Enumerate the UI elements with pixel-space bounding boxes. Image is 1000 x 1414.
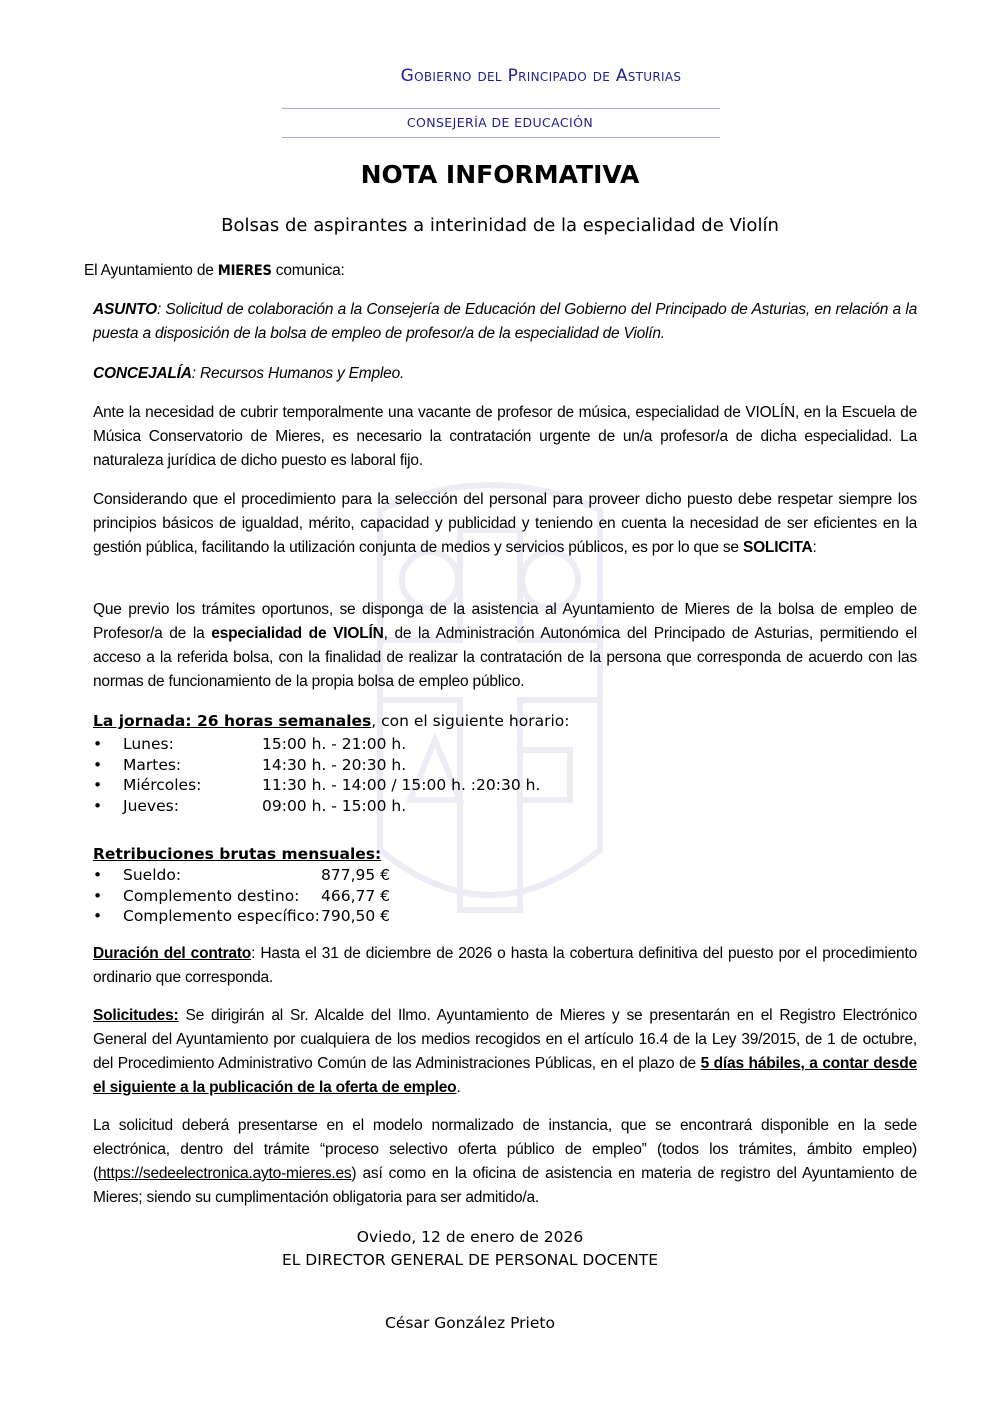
schedule-row [93, 775, 540, 796]
duracion-label: Duración del contrato [93, 945, 252, 962]
asunto-label: ASUNTO [93, 301, 157, 318]
intro-entity: MIERES [217, 263, 272, 279]
signature-name: César González Prieto [385, 1314, 555, 1332]
retribuciones-label: Retribuciones brutas mensuales: [93, 845, 382, 863]
schedule-list [93, 734, 540, 816]
document-title: NOTA INFORMATIVA [360, 160, 640, 189]
asunto-text: : Solicitud de colaboración a la Consejería de Educación del Gobierno del Principado de Asturias, en relación a la puesta a disposición de la bolsa de empleo de profesor/a de la especialidad de Violín. [93, 301, 917, 342]
signature-place-date: Oviedo, 12 de enero de 2026 [356, 1228, 584, 1246]
p3-text-b: , de la Administración Autonómica del Principado de Asturias, permitiendo el acceso a la referida bolsa, con la finalidad de realizar la contratación de la persona que corresponda de acuerdo con las normas de funcionamiento de la propia bolsa de empleo público. [93, 625, 917, 690]
schedule-hours: 14:30 h. - 20:30 h. [262, 755, 407, 774]
schedule-day: Jueves: [123, 796, 179, 815]
schedule-row [93, 734, 540, 755]
p2-bold: SOLICITA [742, 539, 813, 556]
concejalia-text: : Recursos Humanos y Empleo. [191, 365, 405, 382]
solicitudes-deadline: 5 días hábiles, a contar desde el siguiente a la publicación de la oferta de empleo [93, 1055, 917, 1096]
solicitudes-end: . [456, 1079, 461, 1096]
schedule-row [93, 796, 540, 817]
intro-prefix: El Ayuntamiento de [84, 262, 218, 279]
retribuciones-heading [93, 842, 917, 866]
pay-label: Complemento específico: [123, 907, 320, 925]
solicitudes-paragraph [93, 1004, 917, 1100]
schedule-day: Miércoles: [123, 776, 202, 794]
sede-electronica-link[interactable]: https://sedeelectronica.ayto-mieres.es [97, 1165, 352, 1182]
document-subtitle: Bolsas de aspirantes a interinidad de la especialidad de Violín [221, 215, 779, 236]
bullet-icon: • [93, 755, 103, 774]
concejalia-label: CONCEJALÍA [93, 365, 192, 382]
bullet-icon: • [93, 776, 103, 794]
bullet-icon: • [93, 866, 103, 884]
concejalia-paragraph [93, 362, 917, 386]
signature-role: EL DIRECTOR GENERAL DE PERSONAL DOCENTE [281, 1251, 659, 1269]
pay-amount: 877,95 € [321, 866, 391, 884]
solicitudes-label: Solicitudes: [93, 1007, 179, 1024]
pay-row [93, 906, 390, 927]
modelo-paragraph [93, 1114, 917, 1210]
pay-amount: 466,77 € [321, 886, 391, 905]
pay-label: Complemento destino: [123, 886, 300, 905]
department-header: CONSEJERÍA DE EDUCACIÓN [406, 115, 594, 130]
jornada-heading [93, 709, 917, 733]
bullet-icon: • [93, 907, 103, 925]
p2-end: : [812, 539, 817, 556]
paragraph-necesidad: Ante la necesidad de cubrir temporalmente una vacante de profesor de música, especialidad de VIOLÍN, en la Escuela de Música Conservatorio de Mieres, es necesario la contratación urgente de un/a profesor/a de dicha especialidad. La naturaleza jurídica de dicho puesto es laboral fijo. [93, 404, 917, 469]
header-divider-bottom [282, 137, 720, 138]
pay-row [93, 865, 390, 886]
jornada-label: La jornada: 26 horas semanales [93, 712, 372, 730]
schedule-hours: 09:00 h. - 15:00 h. [262, 796, 407, 815]
schedule-hours: 15:00 h. - 21:00 h. [262, 735, 407, 753]
intro-line [84, 259, 908, 283]
pay-row [93, 886, 390, 907]
government-header: Gobierno del Principado de Asturias [400, 66, 682, 86]
asunto-paragraph [93, 298, 917, 346]
schedule-day: Lunes: [123, 735, 174, 753]
p2-text: Considerando que el procedimiento para la selección del personal para proveer dicho puesto debe respetar siempre los principios básicos de igualdad, mérito, capacidad y publicidad y teniendo en cuenta la necesidad de ser eficientes en la gestión pública, facilitando la utilización conjunta de medios y servicios públicos, es por lo que se [93, 491, 917, 556]
paragraph-solicitud-bolsa [93, 598, 917, 694]
pay-amount: 790,50 € [321, 907, 391, 925]
pay-label: Sueldo: [123, 866, 182, 884]
intro-suffix: comunica: [271, 262, 345, 279]
bullet-icon: • [93, 886, 103, 905]
schedule-day: Martes: [123, 755, 182, 774]
bullet-icon: • [93, 796, 103, 815]
schedule-row [93, 755, 540, 776]
duracion-text: : Hasta el 31 de diciembre de 2026 o hasta la cobertura definitiva del puesto por el procedimiento ordinario que corresponda. [93, 945, 917, 986]
jornada-suffix: , con el siguiente horario: [371, 712, 570, 730]
bullet-icon: • [93, 735, 103, 753]
retribuciones-list [93, 865, 390, 927]
paragraph-considerando [93, 488, 917, 560]
header-divider-top [282, 108, 720, 109]
schedule-hours: 11:30 h. - 14:00 / 15:00 h. :20:30 h. [262, 776, 541, 794]
duracion-paragraph [93, 942, 917, 990]
p3-bold: especialidad de VIOLÍN [211, 625, 384, 642]
p3-text-a: Que previo los trámites oportunos, se disponga de la asistencia al Ayuntamiento de Mieres de la bolsa de empleo de Profesor/a de la [93, 601, 917, 642]
modelo-text-a: La solicitud deberá presentarse en el modelo normalizado de instancia, que se encontrará disponible en la sede electrónica, dentro del trámite “proceso selectivo oferta público de empleo” (todos los trámites, ámbito empleo) ( [93, 1117, 917, 1182]
modelo-text-b: ) así como en la oficina de asistencia en materia de registro del Ayuntamiento de Mieres; siendo su cumplimentación obligatoria para ser admitido/a. [93, 1165, 917, 1206]
solicitudes-text: Se dirigirán al Sr. Alcalde del Ilmo. Ayuntamiento de Mieres y se presentarán en el Registro Electrónico General del Ayuntamiento por cualquiera de los medios recogidos en el artículo 16.4 de la Ley 39/2015, de 1 de octubre, del Procedimiento Administrativo Común de las Administraciones Públicas, en el plazo de [93, 1007, 917, 1072]
